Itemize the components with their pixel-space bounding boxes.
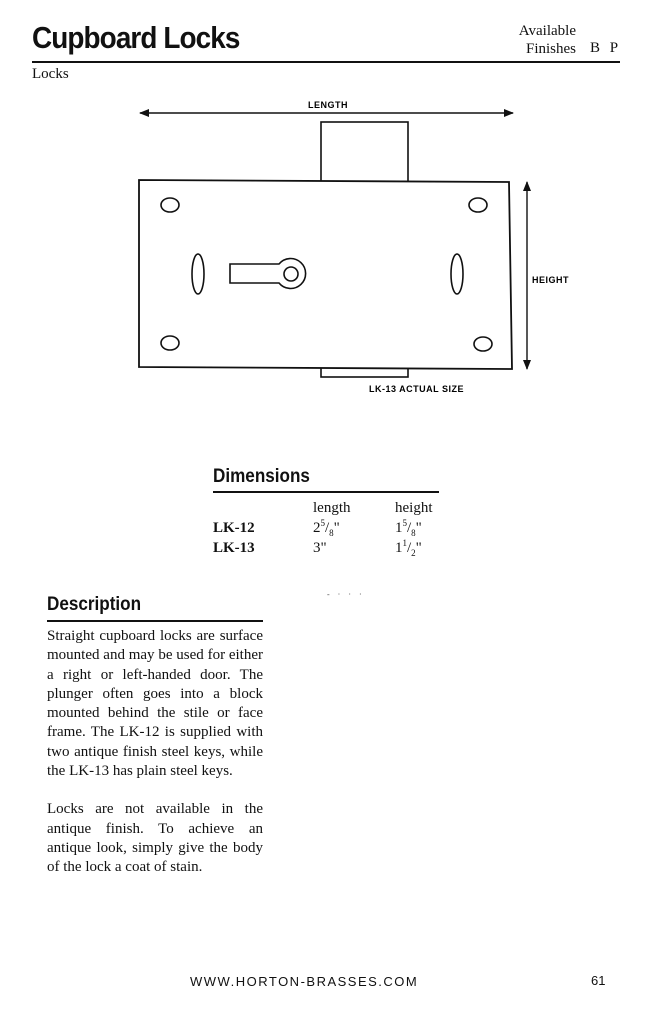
height-fraction: $1^1/_2$" <box>395 538 422 558</box>
model-column-header <box>213 498 313 518</box>
breadcrumb: Locks <box>32 66 69 82</box>
length-column-header: length <box>313 499 351 516</box>
length-numerator: 5 <box>320 518 325 528</box>
height-denominator: 8 <box>411 528 416 538</box>
description-body <box>47 627 263 897</box>
model-cell: LK-12 <box>213 519 255 536</box>
dimensions-header-row <box>213 498 455 518</box>
stray-print-mark: - · · · <box>327 590 365 599</box>
lock-bolt <box>321 122 408 182</box>
length-cell <box>313 518 395 538</box>
diagram-caption: LK-13 Actual Size <box>369 384 465 394</box>
dimensions-divider <box>213 491 439 493</box>
length-whole: 3 <box>313 539 321 556</box>
length-label: Length <box>308 100 348 110</box>
length-denominator: 8 <box>329 528 334 538</box>
description-divider <box>47 620 263 622</box>
length-fraction: $2^5/_8$" <box>313 518 340 538</box>
description-paragraph: Locks are not available in the antique finish. To achieve an antique look, simply give the body of the lock a coat of stain. <box>47 801 263 876</box>
height-fraction: $1^5/_8$" <box>395 518 422 538</box>
finish-codes: B P <box>590 40 619 56</box>
description-heading: Description <box>47 594 142 615</box>
lock-body-plate <box>139 180 512 369</box>
height-denominator: 2 <box>411 548 416 558</box>
height-cell <box>395 538 455 558</box>
page-title: Cupboard Locks <box>32 20 240 55</box>
table-row <box>213 518 455 538</box>
model-cell: LK-13 <box>213 539 255 556</box>
page-number: 61 <box>591 973 606 988</box>
length-cell: 3" <box>313 539 327 556</box>
finishes-label-line1: Available <box>518 23 576 39</box>
height-numerator: 1 <box>402 538 407 548</box>
dimensions-table <box>213 498 455 558</box>
height-whole: 1 <box>395 520 403 536</box>
height-column-header: height <box>395 499 433 516</box>
lock-diagram <box>0 0 652 420</box>
table-row <box>213 538 455 558</box>
height-cell <box>395 518 455 538</box>
footer-website-url: WWW.HORTON-BRASSES.COM <box>190 974 419 989</box>
length-whole: 2 <box>313 520 321 536</box>
finishes-label-line2: Finishes <box>525 41 576 57</box>
height-label: Height <box>532 275 570 285</box>
height-whole: 1 <box>395 540 403 556</box>
description-paragraph: Straight cupboard locks are surface mounted and may be used for either a right or left-handed door. The plunger often goes into a block mounted behind the stile or face frame. The LK-12 is supplied with two antique finish steel keys, while the LK-13 has plain steel keys. <box>47 628 263 780</box>
height-numerator: 5 <box>402 518 407 528</box>
dimensions-heading: Dimensions <box>213 466 310 487</box>
